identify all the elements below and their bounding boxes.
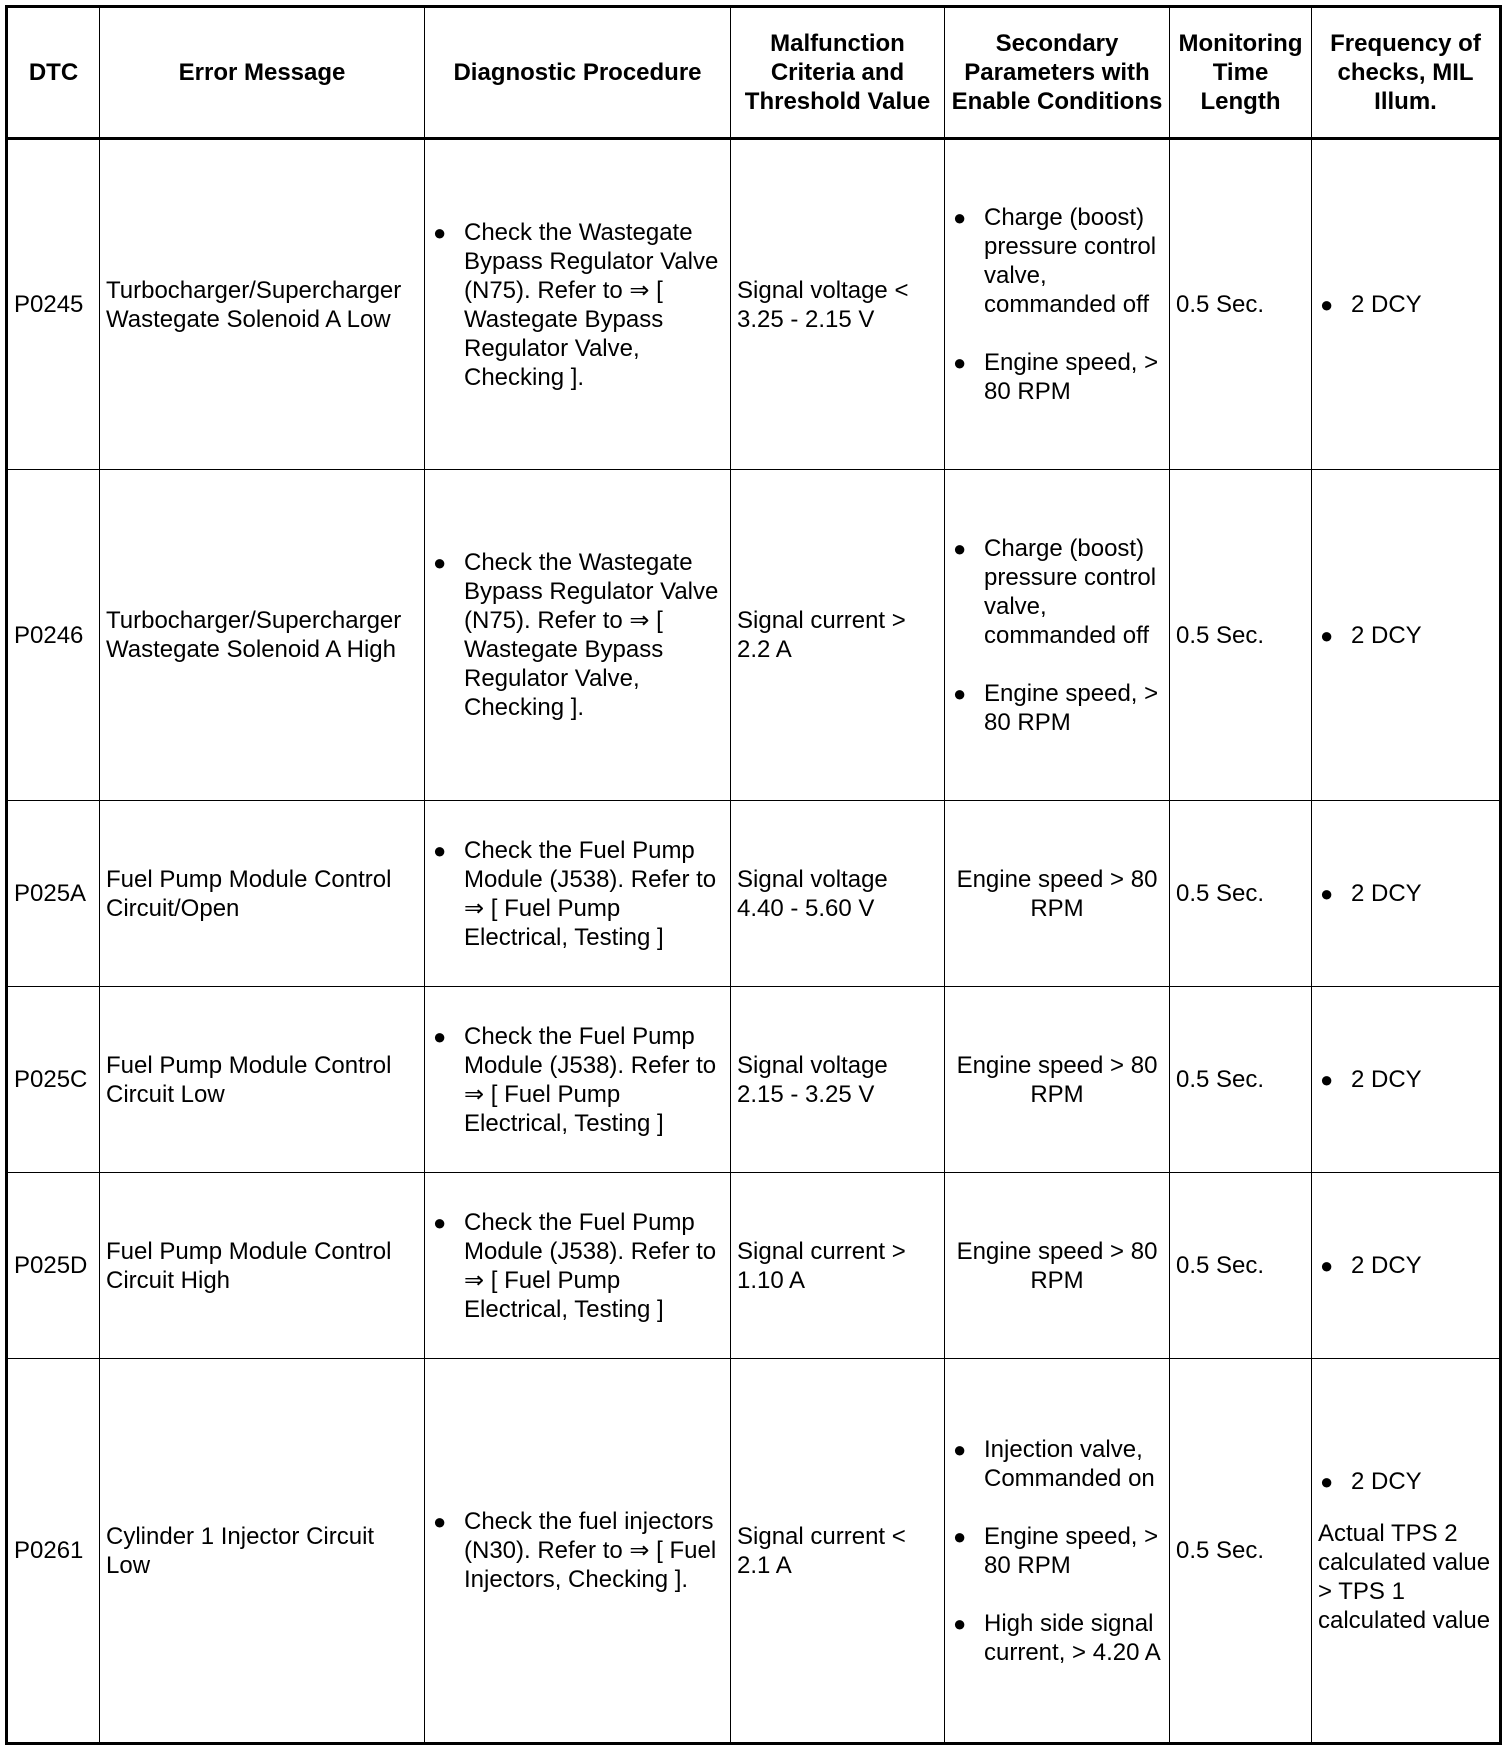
malfunction-criteria: Signal current > 2.2 A xyxy=(731,470,945,801)
secondary-parameters: Engine speed > 80 RPM xyxy=(945,1173,1170,1359)
secondary-condition: ● Engine speed, > 80 RPM xyxy=(951,1522,1163,1580)
diagnostic-procedure xyxy=(425,801,731,987)
header-diagnostic-procedure: Diagnostic Procedure xyxy=(425,7,731,139)
diagnostic-procedure xyxy=(425,139,731,470)
frequency xyxy=(1312,801,1501,987)
diagnostic-procedure xyxy=(425,470,731,801)
secondary-parameters xyxy=(945,1359,1170,1744)
error-message: Fuel Pump Module Control Circuit/Open xyxy=(100,801,425,987)
header-frequency: Frequency of checks, MIL Illum. xyxy=(1312,7,1501,139)
procedure-step: ● Check the Wastegate Bypass Regulator Valve (N75). Refer to ⇒ [ Wastegate Bypass Regulator Valve, Checking ]. xyxy=(431,218,724,392)
secondary-parameters xyxy=(945,139,1170,470)
secondary-parameters: Engine speed > 80 RPM xyxy=(945,987,1170,1173)
header-malfunction-criteria: Malfunction Criteria and Threshold Value xyxy=(731,7,945,139)
monitoring-time: 0.5 Sec. xyxy=(1170,801,1312,987)
monitoring-time: 0.5 Sec. xyxy=(1170,1173,1312,1359)
malfunction-criteria: Signal current < 2.1 A xyxy=(731,1359,945,1744)
monitoring-time: 0.5 Sec. xyxy=(1170,1359,1312,1744)
table-row xyxy=(7,1173,1501,1359)
secondary-condition: ● Injection valve, Commanded on xyxy=(951,1435,1163,1493)
error-message: Turbocharger/Supercharger Wastegate Solenoid A Low xyxy=(100,139,425,470)
frequency-value: ● 2 DCY xyxy=(1318,621,1493,650)
procedure-step: ● Check the Wastegate Bypass Regulator Valve (N75). Refer to ⇒ [ Wastegate Bypass Regulator Valve, Checking ]. xyxy=(431,548,724,722)
dtc-table xyxy=(5,5,1502,1745)
error-message: Turbocharger/Supercharger Wastegate Solenoid A High xyxy=(100,470,425,801)
dtc-code: P0246 xyxy=(7,470,100,801)
diagnostic-procedure xyxy=(425,1359,731,1744)
monitoring-time: 0.5 Sec. xyxy=(1170,987,1312,1173)
frequency-value: ● 2 DCY xyxy=(1318,1467,1493,1496)
error-message: Fuel Pump Module Control Circuit Low xyxy=(100,987,425,1173)
secondary-condition: ● High side signal current, > 4.20 A xyxy=(951,1609,1163,1667)
procedure-step: ● Check the Fuel Pump Module (J538). Refer to ⇒ [ Fuel Pump Electrical, Testing ] xyxy=(431,1208,724,1324)
malfunction-criteria: Signal voltage < 3.25 - 2.15 V xyxy=(731,139,945,470)
table-row xyxy=(7,987,1501,1173)
dtc-code: P025A xyxy=(7,801,100,987)
error-message: Cylinder 1 Injector Circuit Low xyxy=(100,1359,425,1744)
frequency xyxy=(1312,470,1501,801)
header-dtc: DTC xyxy=(7,7,100,139)
secondary-condition: ● Engine speed, > 80 RPM xyxy=(951,348,1163,406)
monitoring-time: 0.5 Sec. xyxy=(1170,139,1312,470)
diagnostic-procedure xyxy=(425,1173,731,1359)
secondary-condition: ● Engine speed, > 80 RPM xyxy=(951,679,1163,737)
procedure-step: ● Check the Fuel Pump Module (J538). Refer to ⇒ [ Fuel Pump Electrical, Testing ] xyxy=(431,836,724,952)
header-monitoring-time: Monitoring Time Length xyxy=(1170,7,1312,139)
table-row xyxy=(7,801,1501,987)
malfunction-criteria: Signal current > 1.10 A xyxy=(731,1173,945,1359)
frequency-value: ● 2 DCY xyxy=(1318,290,1493,319)
dtc-code: P0261 xyxy=(7,1359,100,1744)
frequency-value: ● 2 DCY xyxy=(1318,879,1493,908)
header-secondary-parameters: Secondary Parameters with Enable Conditions xyxy=(945,7,1170,139)
frequency xyxy=(1312,1173,1501,1359)
secondary-parameters: Engine speed > 80 RPM xyxy=(945,801,1170,987)
frequency-value: ● 2 DCY xyxy=(1318,1251,1493,1280)
frequency xyxy=(1312,987,1501,1173)
secondary-condition: ● Charge (boost) pressure control valve, commanded off xyxy=(951,534,1163,650)
procedure-step: ● Check the Fuel Pump Module (J538). Refer to ⇒ [ Fuel Pump Electrical, Testing ] xyxy=(431,1022,724,1138)
table-row xyxy=(7,139,1501,470)
dtc-code: P025C xyxy=(7,987,100,1173)
frequency-note: Actual TPS 2 calculated value > TPS 1 calculated value xyxy=(1318,1519,1491,1634)
error-message: Fuel Pump Module Control Circuit High xyxy=(100,1173,425,1359)
header-row xyxy=(7,7,1501,139)
malfunction-criteria: Signal voltage 4.40 - 5.60 V xyxy=(731,801,945,987)
diagnostic-procedure xyxy=(425,987,731,1173)
table-row xyxy=(7,470,1501,801)
frequency-value: ● 2 DCY xyxy=(1318,1065,1493,1094)
dtc-code: P0245 xyxy=(7,139,100,470)
frequency xyxy=(1312,139,1501,470)
frequency xyxy=(1312,1359,1501,1744)
monitoring-time: 0.5 Sec. xyxy=(1170,470,1312,801)
table-row xyxy=(7,1359,1501,1744)
procedure-step: ● Check the fuel injectors (N30). Refer to ⇒ [ Fuel Injectors, Checking ]. xyxy=(431,1507,724,1594)
dtc-code: P025D xyxy=(7,1173,100,1359)
secondary-parameters xyxy=(945,470,1170,801)
malfunction-criteria: Signal voltage 2.15 - 3.25 V xyxy=(731,987,945,1173)
secondary-condition: ● Charge (boost) pressure control valve, commanded off xyxy=(951,203,1163,319)
header-error-message: Error Message xyxy=(100,7,425,139)
